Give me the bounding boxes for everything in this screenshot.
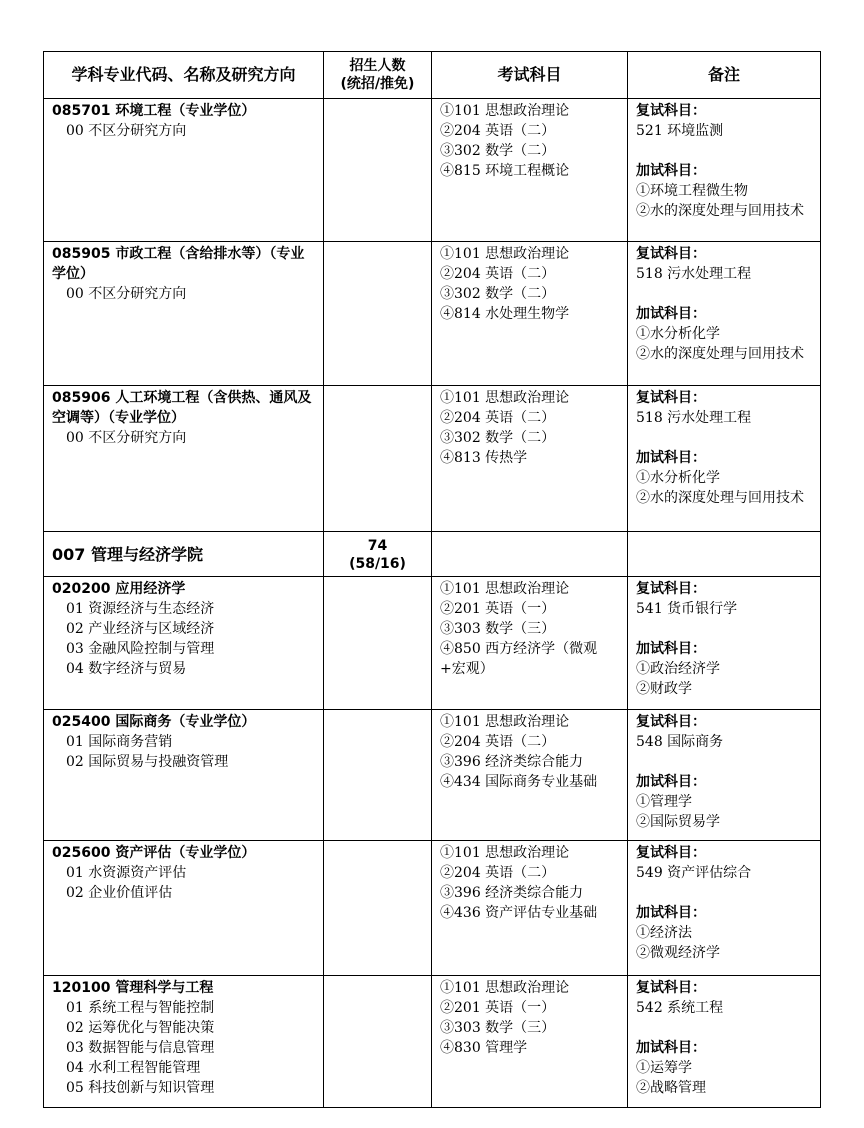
quota-cell <box>324 242 432 386</box>
notes-cell: 复试科目： 542 系统工程 加试科目： ①运筹学 ②战略管理 <box>628 976 821 1108</box>
major-cell: 025600 资产评估（专业学位） 01 水资源资产评估 02 企业价值评估 <box>44 841 324 976</box>
header-major: 学科专业代码、名称及研究方向 <box>44 52 324 99</box>
major-cell: 120100 管理科学与工程 01 系统工程与智能控制 02 运筹优化与智能决策 03 数据智能与信息管理 04 水利工程智能管理 05 科技创新与知识管理 <box>44 976 324 1108</box>
table-row <box>44 242 821 386</box>
table-row <box>44 99 821 242</box>
header-notes: 备注 <box>628 52 821 99</box>
header-row <box>44 52 821 99</box>
exam-cell: ①101 思想政治理论 ②204 英语（二） ③396 经济类综合能力 ④436 资产评估专业基础 <box>432 841 628 976</box>
quota-cell <box>324 99 432 242</box>
notes-cell: 复试科目： 549 资产评估综合 加试科目： ①经济法 ②微观经济学 <box>628 841 821 976</box>
college-name-cell: 007 管理与经济学院 <box>44 532 324 577</box>
notes-cell: 复试科目： 548 国际商务 加试科目： ①管理学 ②国际贸易学 <box>628 710 821 841</box>
exam-cell: ①101 思想政治理论 ②204 英语（二） ③302 数学（二） ④814 水处理生物学 <box>432 242 628 386</box>
quota-cell <box>324 976 432 1108</box>
exam-cell: ①101 思想政治理论 ②204 英语（二） ③396 经济类综合能力 ④434 国际商务专业基础 <box>432 710 628 841</box>
exam-cell: ①101 思想政治理论 ②201 英语（一） ③303 数学（三） ④850 西方经济学（微观+宏观） <box>432 577 628 710</box>
notes-cell: 复试科目： 541 货币银行学 加试科目： ①政治经济学 ②财政学 <box>628 577 821 710</box>
table-row <box>44 710 821 841</box>
notes-cell: 复试科目： 521 环境监测 加试科目： ①环境工程微生物 ②水的深度处理与回用技术 <box>628 99 821 242</box>
major-cell: 085906 人工环境工程（含供热、通风及空调等）（专业学位） 00 不区分研究方向 <box>44 386 324 532</box>
quota-cell <box>324 386 432 532</box>
admissions-table <box>43 51 821 1108</box>
major-cell: 085701 环境工程（专业学位） 00 不区分研究方向 <box>44 99 324 242</box>
table-row <box>44 976 821 1108</box>
college-quota-cell: 74 (58/16) <box>324 532 432 577</box>
notes-cell: 复试科目： 518 污水处理工程 加试科目： ①水分析化学 ②水的深度处理与回用技术 <box>628 386 821 532</box>
header-exams: 考试科目 <box>432 52 628 99</box>
header-quota: 招生人数 (统招/推免) <box>324 52 432 99</box>
exam-cell: ①101 思想政治理论 ②201 英语（一） ③303 数学（三） ④830 管理学 <box>432 976 628 1108</box>
major-cell: 025400 国际商务（专业学位） 01 国际商务营销 02 国际贸易与投融资管理 <box>44 710 324 841</box>
quota-cell <box>324 577 432 710</box>
major-cell: 085905 市政工程（含给排水等）（专业学位） 00 不区分研究方向 <box>44 242 324 386</box>
table-row <box>44 386 821 532</box>
quota-cell <box>324 710 432 841</box>
college-row <box>44 532 821 577</box>
table-row <box>44 841 821 976</box>
exam-cell: ①101 思想政治理论 ②204 英语（二） ③302 数学（二） ④815 环境工程概论 <box>432 99 628 242</box>
major-cell: 020200 应用经济学 01 资源经济与生态经济 02 产业经济与区域经济 03 金融风险控制与管理 04 数字经济与贸易 <box>44 577 324 710</box>
exam-cell: ①101 思想政治理论 ②204 英语（二） ③302 数学（二） ④813 传热学 <box>432 386 628 532</box>
notes-cell: 复试科目： 518 污水处理工程 加试科目： ①水分析化学 ②水的深度处理与回用技术 <box>628 242 821 386</box>
quota-cell <box>324 841 432 976</box>
table-row <box>44 577 821 710</box>
